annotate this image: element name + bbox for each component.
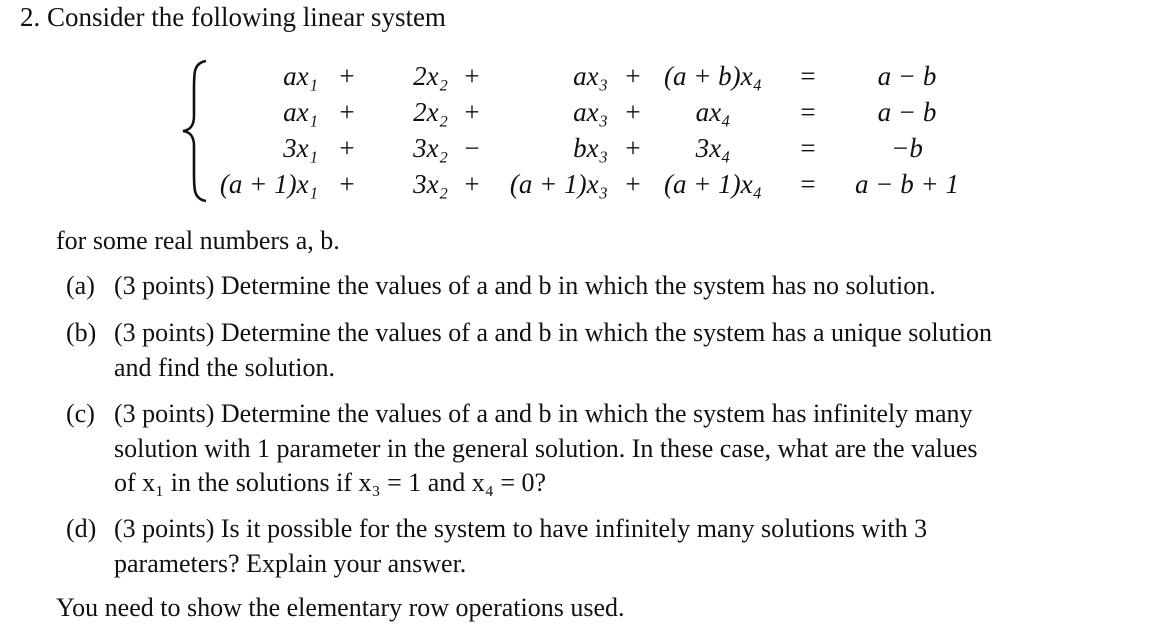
operator: + bbox=[339, 133, 355, 163]
term: a − b + 1 bbox=[855, 169, 959, 199]
term: 2x₂ bbox=[413, 97, 448, 127]
operator: + bbox=[339, 61, 355, 91]
operator: = bbox=[800, 61, 816, 91]
part-c-text-2: solution with 1 parameter in the general solution. In these case, what are the values bbox=[114, 434, 978, 463]
operator: + bbox=[625, 133, 641, 163]
operator: + bbox=[339, 97, 355, 127]
equation-row bbox=[210, 94, 966, 130]
term: −b bbox=[891, 133, 923, 163]
part-c-text-1: (3 points) Determine the values of a and b in which the system has infinitely many bbox=[114, 399, 973, 428]
term: (a + 1)x₁ bbox=[219, 169, 318, 199]
system-table bbox=[210, 58, 966, 202]
part-a-text: (3 points) Determine the values of a and b in which the system has no solution. bbox=[114, 271, 936, 300]
linear-system bbox=[180, 58, 1000, 204]
operator: + bbox=[464, 61, 480, 91]
term: (a + 1)x₄ bbox=[663, 169, 763, 199]
term: 3x₁ bbox=[283, 133, 318, 163]
operator: − bbox=[464, 133, 480, 163]
part-b-label: (b) bbox=[66, 318, 97, 347]
term: bx₃ bbox=[573, 133, 608, 163]
part-b-text-1: (3 points) Determine the values of a and b in which the system has a unique solution bbox=[114, 318, 993, 347]
operator: + bbox=[625, 169, 641, 199]
operator: + bbox=[464, 169, 480, 199]
term: ax₁ bbox=[283, 97, 318, 127]
part-b-text-2: and find the solution. bbox=[114, 353, 335, 382]
equation-row bbox=[210, 130, 966, 166]
problem-heading: 2. Consider the following linear system bbox=[20, 2, 446, 32]
part-d-text-2: parameters? Explain your answer. bbox=[114, 549, 467, 578]
term: (a + 1)x₃ bbox=[509, 169, 608, 199]
term: 3x₄ bbox=[695, 133, 731, 163]
term: a − b bbox=[877, 61, 937, 91]
equation-row bbox=[210, 58, 966, 94]
term: 2x₂ bbox=[413, 61, 448, 91]
part-c-text-3: of x₁ in the solutions if x₃ = 1 and x₄ = 0? bbox=[114, 468, 547, 497]
term: ax₃ bbox=[573, 61, 608, 91]
term: ax₃ bbox=[573, 97, 608, 127]
intro-text: for some real numbers a, b. bbox=[56, 226, 340, 255]
operator: + bbox=[464, 97, 480, 127]
term: (a + b)x₄ bbox=[663, 61, 763, 91]
part-a-label: (a) bbox=[66, 271, 95, 300]
operator: + bbox=[625, 61, 641, 91]
term: a − b bbox=[877, 97, 937, 127]
term: 3x₂ bbox=[413, 169, 448, 199]
operator: + bbox=[339, 169, 355, 199]
left-brace-icon bbox=[180, 58, 210, 204]
part-d-text-1: (3 points) Is it possible for the system to have infinitely many solutions with 3 bbox=[114, 514, 928, 543]
operator: + bbox=[625, 97, 641, 127]
equation-row bbox=[210, 166, 966, 202]
operator: = bbox=[800, 97, 816, 127]
part-d-label: (d) bbox=[66, 514, 97, 543]
term: ax₄ bbox=[695, 97, 731, 127]
term: 3x₂ bbox=[413, 133, 448, 163]
part-c-label: (c) bbox=[66, 399, 95, 428]
footer-text: You need to show the elementary row operations used. bbox=[56, 593, 625, 622]
operator: = bbox=[800, 133, 816, 163]
term: ax₁ bbox=[283, 61, 318, 91]
operator: = bbox=[800, 169, 816, 199]
